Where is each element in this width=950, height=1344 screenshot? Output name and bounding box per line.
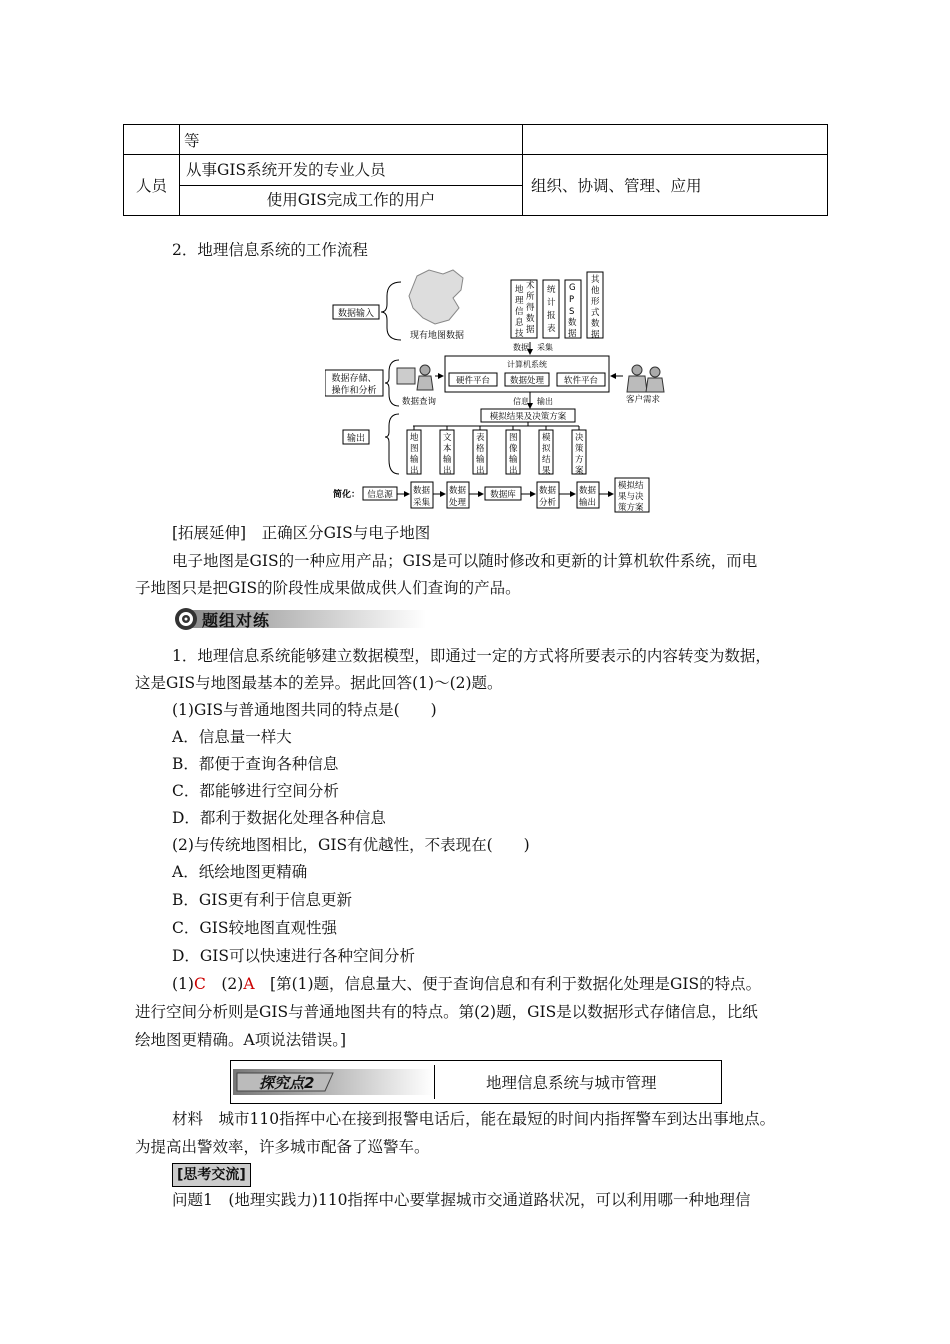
badge-label: 题组对练 — [202, 611, 271, 630]
storage-label: 操作和分析 — [331, 386, 377, 396]
arrow-label: 信息 输出 — [513, 397, 553, 406]
query-label: 数据查询 — [401, 397, 437, 407]
source-text: G P S 数据 — [568, 283, 577, 339]
material-text: 材料 城市110指挥中心在接到报警电话后，能在最短的时间内指挥警车到达出事地点。 — [172, 1110, 776, 1128]
source-text: 统计报表 — [547, 285, 556, 334]
option-d: D．GIS可以快速进行各种空间分析 — [172, 947, 416, 965]
source-text: 其他形式数据 — [591, 275, 600, 340]
option-c: C．GIS较地图直观性强 — [172, 919, 337, 937]
person-icon — [420, 365, 430, 375]
map-label: 现有地图数据 — [409, 331, 465, 341]
output-text: 表格输出 — [476, 433, 485, 476]
answer-text: 进行空间分析则是GIS与普通地图共有的特点。第(2)题，GIS是以数据形式存储信息，比纸 — [135, 1003, 758, 1021]
section-badge — [172, 607, 426, 631]
arrow-label: 数据 采集 — [513, 343, 553, 352]
question-text: 这是GIS与地图最基本的差异。据此回答(1)～(2)题。 — [135, 674, 503, 692]
person-icon — [632, 365, 642, 375]
result-label: 模拟结果及决策方案 — [489, 412, 567, 422]
answer-text: 绘地图更精确。A项说法错误。] — [135, 1031, 346, 1049]
sub-question: (1)GIS与普通地图共同的特点是( ) — [172, 701, 437, 719]
question-text: 1．地理信息系统能够建立数据模型，即通过一定的方式将所要表示的内容转变为数据， — [172, 647, 771, 665]
option-a: A．信息量一样大 — [172, 728, 292, 746]
explore-title: 地理信息系统与城市管理 — [486, 1074, 657, 1092]
answer-text: (1) — [172, 975, 194, 993]
sw-label: 软件平台 — [563, 376, 599, 386]
source-text: 术所得数据 — [526, 281, 535, 335]
brace — [381, 282, 401, 340]
option-b: B．GIS更有利于信息更新 — [172, 891, 353, 909]
option-b: B．都便于查询各种信息 — [172, 755, 339, 773]
simp-text: 数据处理 — [449, 486, 467, 508]
input-label: 数据输入 — [337, 309, 375, 319]
option-d: D．都利于数据化处理各种信息 — [172, 809, 386, 827]
option-c: C．都能够进行空间分析 — [172, 782, 339, 800]
computer-label: 计算机系统 — [507, 360, 547, 369]
material-text: 为提高出警效率，许多城市配备了巡警车。 — [135, 1138, 430, 1156]
storage-label: 数据存储、 — [331, 374, 377, 384]
answer-line — [172, 970, 862, 998]
output-text: 文本输出 — [443, 433, 452, 476]
sub-question: (2)与传统地图相比，GIS有优越性，不表现在( ) — [172, 836, 530, 854]
table-cell: 使用GIS完成工作的用户 — [266, 191, 436, 209]
section-heading: 2．地理信息系统的工作流程 — [172, 241, 368, 259]
answer-text: (2) — [205, 975, 244, 993]
explore-header — [230, 1060, 722, 1104]
gis-workflow-diagram — [325, 268, 670, 514]
explore-label: 探究点2 — [259, 1074, 315, 1092]
output-text: 决策方案 — [575, 433, 584, 476]
table-cell — [523, 125, 828, 155]
table-cell-label: 人员 — [124, 155, 180, 216]
simp-label: 简化： — [333, 490, 361, 500]
think-exchange-label: [思考交流] — [172, 1163, 251, 1187]
source-text: 地理信息技 — [515, 285, 524, 339]
client-label: 客户需求 — [625, 395, 661, 405]
answer-choice: A — [243, 975, 255, 993]
simp-text: 数据分析 — [539, 486, 557, 508]
paragraph: 电子地图是GIS的一种应用产品；GIS是可以随时修改和更新的计算机软件系统，而电 — [172, 552, 758, 570]
dp-label: 数据处理 — [509, 376, 545, 386]
simp-text: 数据库 — [490, 490, 516, 500]
output-text: 模拟结果 — [542, 433, 551, 476]
paragraph: 子地图只是把GIS的阶段性成果做成供人们查询的产品。 — [135, 579, 521, 597]
output-text: 图像输出 — [509, 433, 518, 476]
answer-text: [第(1)题，信息量大、便于查询信息和有利于数据化处理是GIS的特点。 — [254, 975, 762, 993]
problem-text: 问题1 (地理实践力)110指挥中心要掌握城市交通道路状况，可以利用哪一种地理信 — [172, 1191, 751, 1209]
simp-text: 信息源 — [367, 490, 393, 500]
simp-text: 数据输出 — [579, 486, 597, 508]
china-map-icon — [409, 270, 463, 324]
table-cell: 等 — [180, 125, 523, 155]
personnel-table — [123, 124, 828, 216]
ext-title: [拓展延伸] 正确区分GIS与电子地图 — [172, 524, 431, 542]
person-icon — [650, 367, 660, 377]
computer-icon — [397, 368, 415, 384]
hw-label: 硬件平台 — [455, 376, 491, 386]
output-text: 地图输出 — [410, 433, 419, 476]
table-cell: 组织、协调、管理、应用 — [523, 155, 828, 216]
answer-choice: C — [193, 975, 206, 993]
simp-text: 模拟结果与决策方案 — [618, 481, 644, 513]
output-label: 输出 — [346, 434, 366, 444]
brace — [385, 414, 399, 474]
option-a: A．纸绘地图更精确 — [172, 863, 308, 881]
table-cell: 从事GIS系统开发的专业人员 — [180, 155, 522, 186]
simp-text: 数据采集 — [413, 486, 431, 508]
